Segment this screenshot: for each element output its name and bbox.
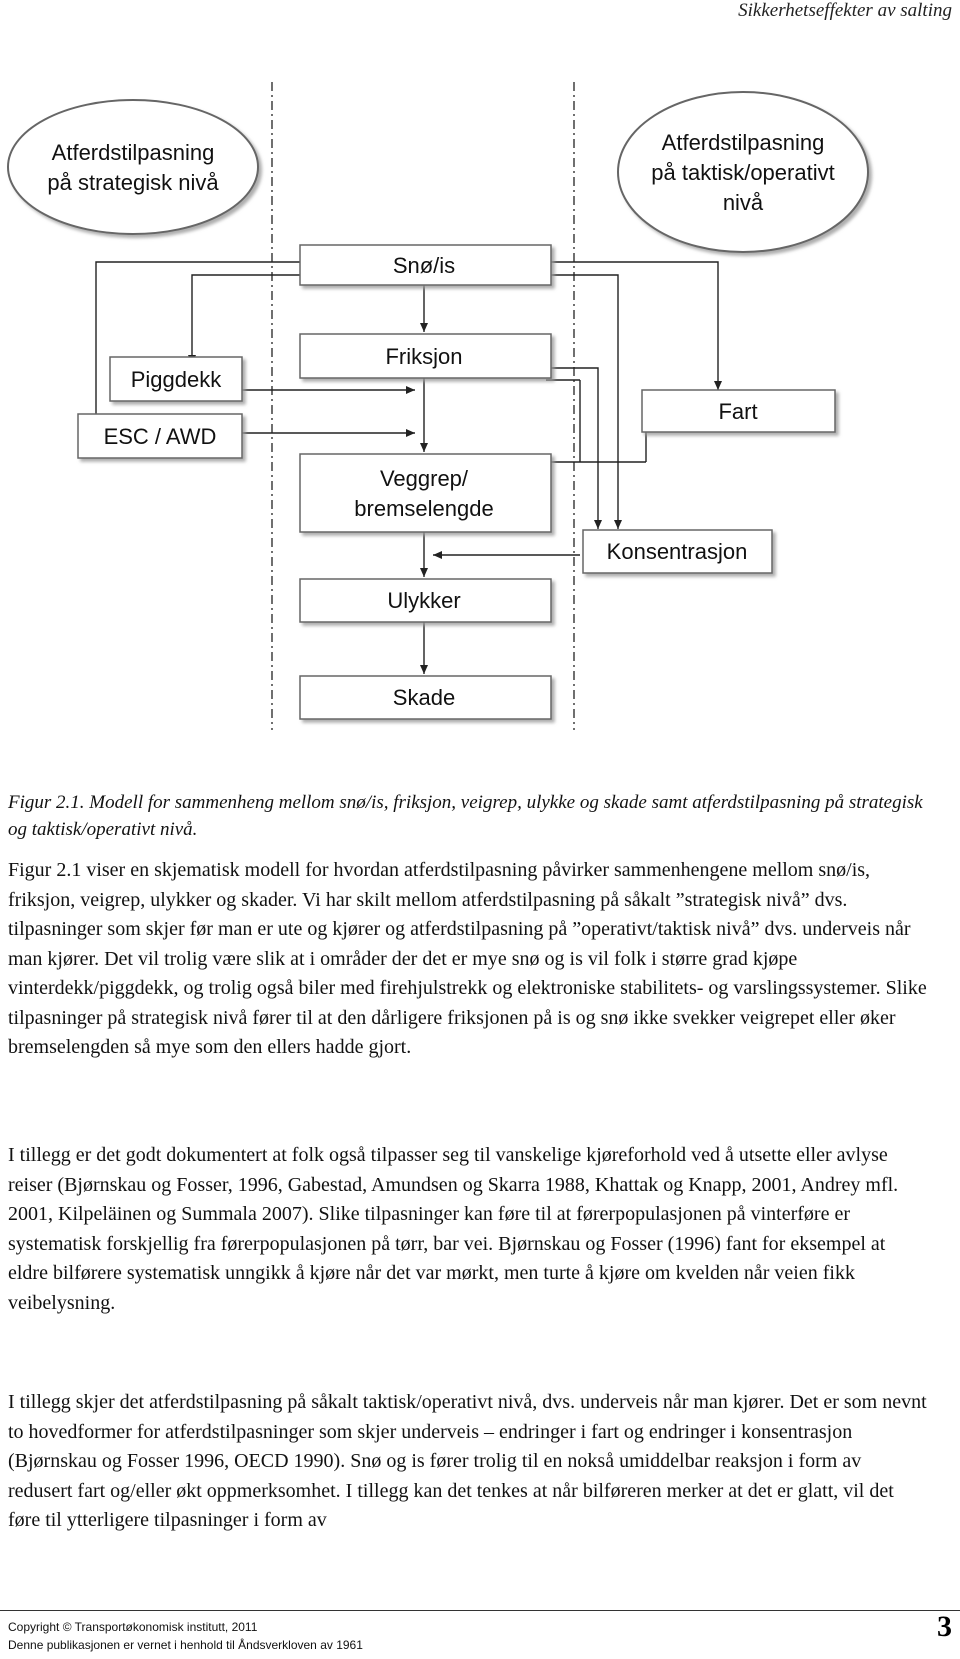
tactical-level-label: Atferdstilpasning <box>661 130 825 155</box>
esc-awd-label: ESC / AWD <box>103 424 217 449</box>
body-paragraph-3: I tillegg skjer det atferdstilpasning på såkalt taktisk/operativt nivå, dvs. underveis når man kjører. Det er som nevnt to hovedformer for atferdstilpasninger som skjer underveis – endringer i fart og endringer i konsentrasjon (Bjørnskau og Fosser 1996, OECD 1990). Snø og is fører trolig til en nokså umiddelbar reaksjon i form av redusert fart og/eller økt oppmerksomhet. I tillegg kan det tenkes at når bilføreren merker at det er glatt, vil det føre til ytterligere tilpasninger i form av <box>8 1391 927 1531</box>
tactical-level-label-3: nivå <box>722 190 764 215</box>
strategic-level-label-2: på strategisk nivå <box>47 170 219 195</box>
grip-label: Veggrep/ <box>379 466 469 491</box>
body-paragraph-2: I tillegg er det godt dokumentert at folk også tilpasser seg til vanskelige kjøreforhold ved å utsette eller avlyse reiser (Bjørnskau og Fosser, 1996, Gabestad, Amundsen og Skarra 1988, Khattak og Knapp, 2001, Andrey mfl. 2001, Kilpeläinen og Summala 2007). Slike tilpasninger kan føre til at førerpopulasjonen på vinterføre er systematisk forskjellig fra førerpopulasjonen på tørr, bar vei. Bjørnskau og Fosser (1996) fant for eksempel at eldre bilførere systematisk unngikk å kjøre når det var mørkt, men turte å kjøre om kvelden når veien fikk veibelysning. <box>8 1144 899 1314</box>
snow-ice-label: Snø/is <box>392 253 456 278</box>
injury-label: Skade <box>392 685 456 710</box>
footer-rule <box>0 1610 960 1611</box>
footer-notice: Denne publikasjonen er vernet i henhold til Åndsverkloven av 1961 <box>8 1638 363 1652</box>
model-diagram <box>0 0 960 740</box>
page-number: 3 <box>937 1610 952 1643</box>
strategic-level-ellipse <box>8 100 258 234</box>
braking-distance-label: bremselengde <box>354 496 494 521</box>
concentration-label: Konsentrasjon <box>606 539 748 564</box>
running-header: Sikkerhetseffekter av salting <box>738 0 952 21</box>
studded-tires-label: Piggdekk <box>130 367 222 392</box>
footer-copyright: Copyright © Transportøkonomisk institutt, 2011 <box>8 1620 258 1634</box>
figure-caption: Figur 2.1. Modell for sammenheng mellom snø/is, friksjon, veigrep, ulykke og skade samt atferdstilpasning på strategisk og taktisk/operativt nivå. <box>8 792 923 840</box>
friction-label: Friksjon <box>385 344 463 369</box>
body-paragraph-1: Figur 2.1 viser en skjematisk modell for hvordan atferdstilpasning påvirker sammenhengene mellom snø/is, friksjon, veigrep, ulykker og skader. Vi har skilt mellom atferdstilpasning på såkalt ”strategisk nivå” dvs. tilpasninger som skjer før man er ute og kjører og atferdstilpasning på ”operativt/taktisk nivå” dvs. underveis når man kjører. Det vil trolig være slik at i områder der det er mye snø og is vil folk i større grad kjøpe vinterdekk/piggdekk, og trolig også biler med firehjulstrekk og elektroniske stabilitets- og varslingssystemer. Slike tilpasninger på strategisk nivå fører til at den dårligere friksjonen på is og snø ikke svekker veigrepet eller øker bremselengden så mye som den ellers hadde gjort. <box>8 859 927 1058</box>
strategic-level-label: Atferdstilpasning <box>51 140 215 165</box>
tactical-level-label-2: på taktisk/operativt <box>651 160 835 185</box>
accidents-label: Ulykker <box>387 588 461 613</box>
speed-label: Fart <box>718 399 758 424</box>
